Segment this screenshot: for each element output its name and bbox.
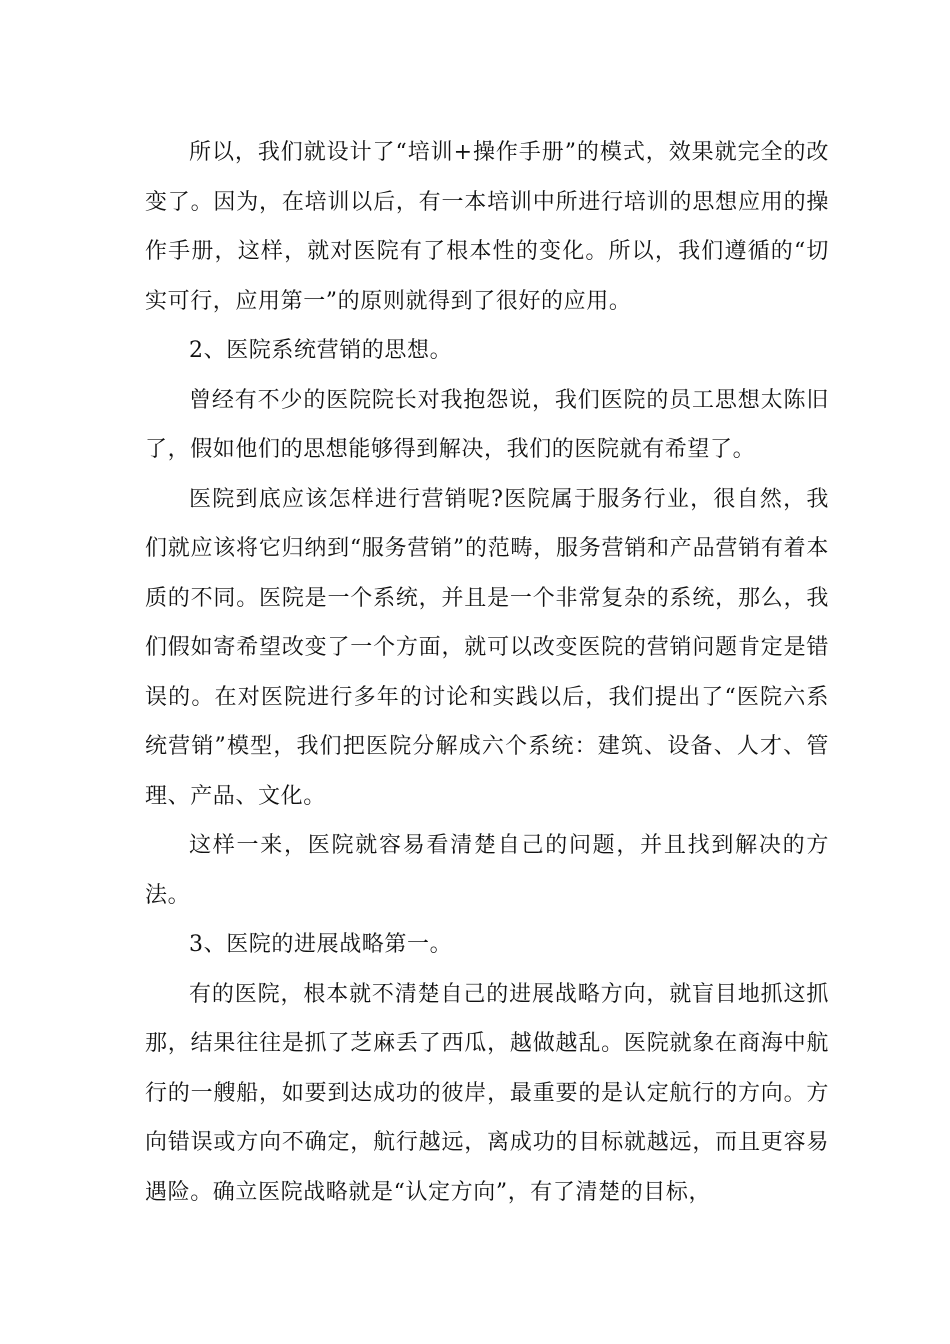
paragraph-3: 医院到底应该怎样进行营销呢?医院属于服务行业，很自然，我们就应该将它归纳到“服务营销”的范畴，服务营销和产品营销有着本质的不同。医院是一个系统，并且是一个非常复杂的系统，那么，我们假如寄希望改变了一个方面，就可以改变医院的营销问题肯定是错误的。在对医院进行多年的讨论和实践以后，我们提出了“医院六系统营销”模型，我们把医院分解成六个系统：建筑、设备、人才、管理、产品、文化。 [145,486,829,809]
paragraph-1: 所以，我们就设计了“培训+操作手册”的模式，效果就完全的改变了。因为，在培训以后，有一本培训中所进行培训的思想应用的操作手册，这样，就对医院有了根本性的变化。所以，我们遵循的“切实可行，应用第一”的原则就得到了很好的应用。 [145,140,829,314]
document-body [145,128,829,1217]
section-heading-2: 2、医院系统营销的思想。 [189,338,453,363]
paragraph-5: 有的医院，根本就不清楚自己的进展战略方向，就盲目地抓这抓那，结果往往是抓了芝麻丢了西瓜，越做越乱。医院就象在商海中航行的一艘船，如要到达成功的彼岸，最重要的是认定航行的方向。方向错误或方向不确定，航行越远，离成功的目标就越远，而且更容易遇险。确立医院战略就是“认定方向”，有了清楚的目标， [145,981,829,1205]
section-heading-3: 3、医院的进展战略第一。 [189,932,453,957]
paragraph-4: 这样一来，医院就容易看清楚自己的问题，并且找到解决的方法。 [145,833,829,908]
paragraph-2: 曾经有不少的医院院长对我抱怨说，我们医院的员工思想太陈旧了，假如他们的思想能够得到解决，我们的医院就有希望了。 [145,387,829,462]
